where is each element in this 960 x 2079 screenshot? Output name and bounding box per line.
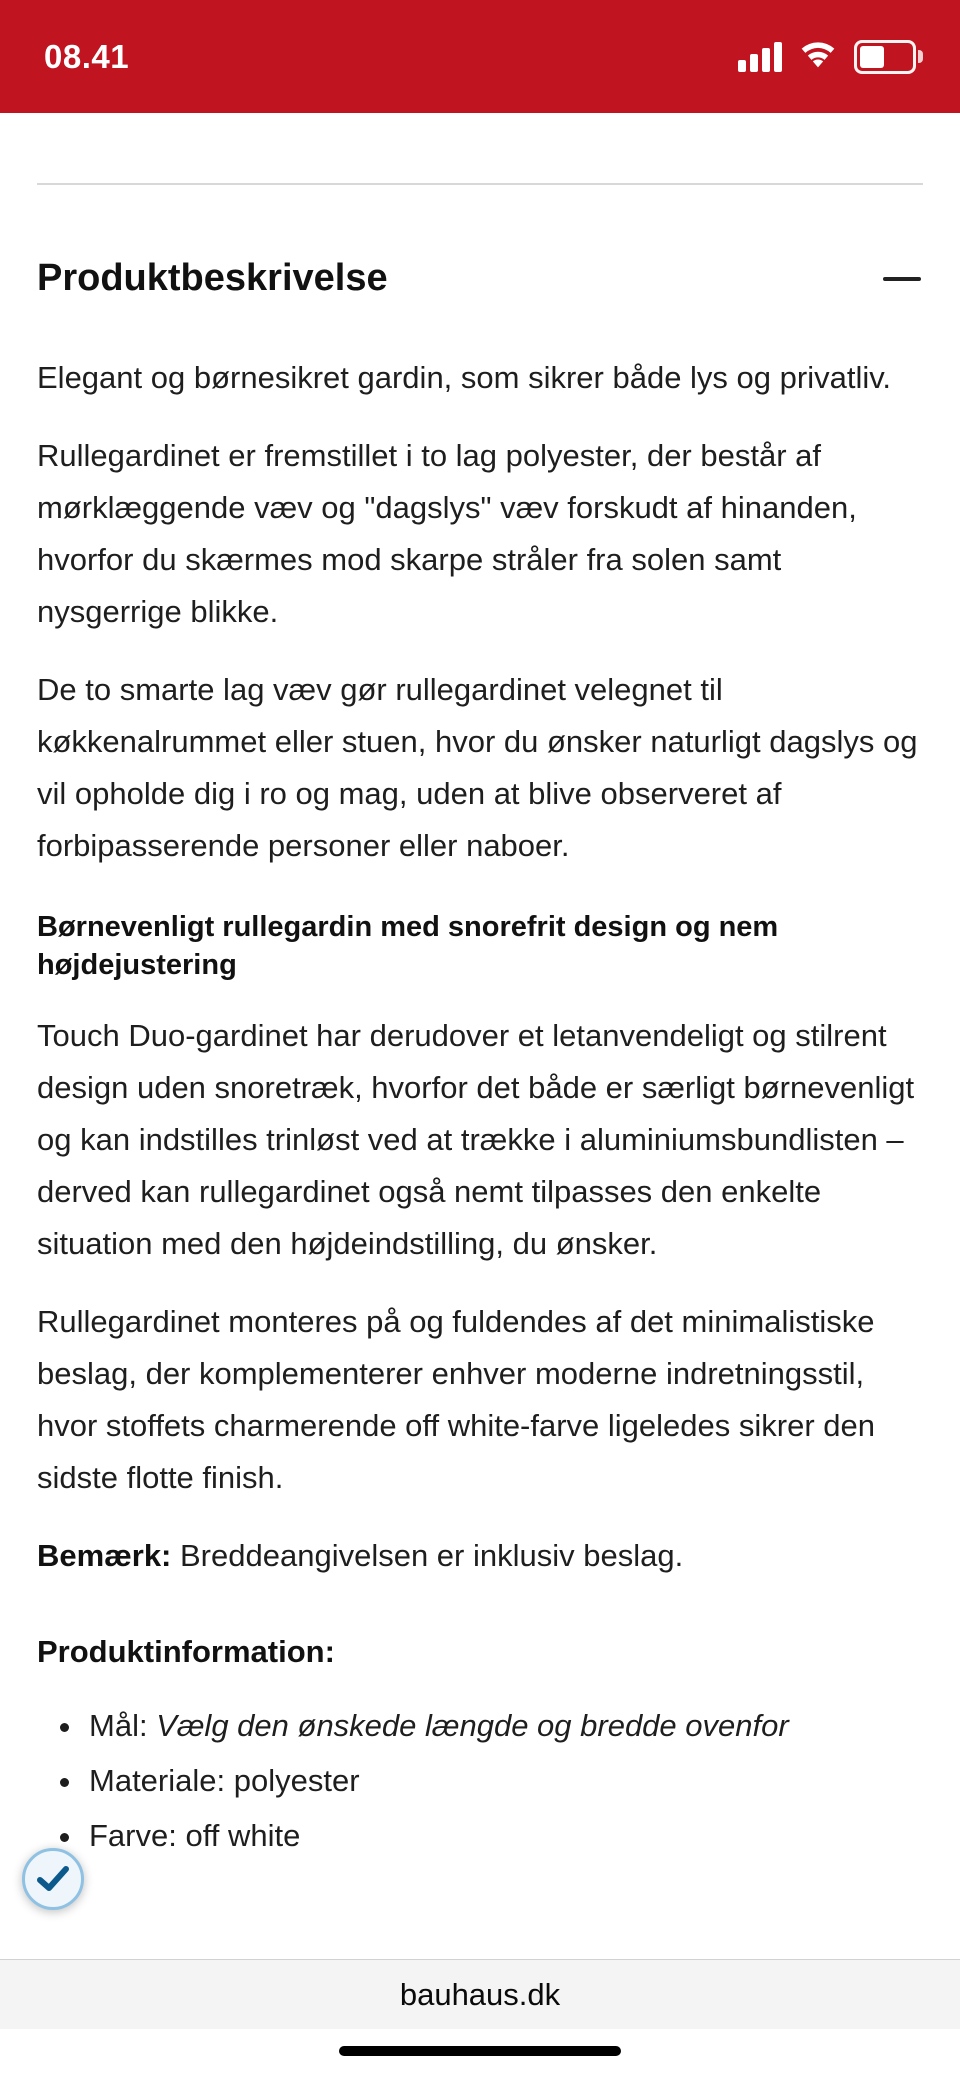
subheading: Børnevenligt rullegardin med snorefrit design og nem højdejustering: [37, 911, 779, 981]
wifi-icon: [798, 39, 838, 74]
note-label: Bemærk:: [37, 1538, 172, 1573]
home-area: [0, 2029, 960, 2079]
bullet-label: Mål:: [89, 1708, 157, 1743]
battery-nub: [918, 50, 923, 63]
note-text: Breddeangivelsen er inklusiv beslag.: [171, 1538, 684, 1573]
product-info-list: [37, 1700, 923, 1862]
browser-bottom-chrome: [0, 1959, 960, 2079]
status-bar: [0, 0, 960, 113]
note-paragraph: [37, 1530, 923, 1582]
list-item: [85, 1810, 923, 1862]
status-icons: [738, 39, 916, 74]
minus-icon: [883, 277, 921, 281]
product-description-section: [0, 183, 960, 1862]
home-indicator[interactable]: [339, 2046, 621, 2056]
browser-url-bar[interactable]: [0, 1959, 960, 2029]
bullet-value: polyester: [233, 1763, 360, 1798]
section-divider: [37, 183, 923, 185]
check-badge-icon[interactable]: [22, 1848, 84, 1910]
cellular-signal-icon: [738, 42, 782, 72]
list-item: [85, 1755, 923, 1807]
section-title: Produktbeskrivelse: [37, 257, 388, 299]
bullet-label: Materiale:: [89, 1763, 234, 1798]
battery-icon: [854, 40, 916, 74]
list-item: [85, 1700, 923, 1752]
collapse-section-button[interactable]: [881, 265, 923, 293]
product-info-title: Produktinformation:: [37, 1634, 335, 1669]
browser-url-text: bauhaus.dk: [399, 1976, 561, 2012]
battery-level: [860, 46, 884, 68]
paragraph-2: Rullegardinet er fremstillet i to lag polyester, der består af mørklæggende væv og "dagslys" væv forskudt af hinanden, hvorfor du skærmes mod skarpe stråler fra solen samt nysgerrige blikke.: [37, 438, 857, 629]
paragraph-3: De to smarte lag væv gør rullegardinet velegnet til køkkenalrummet eller stuen, hvor du ønsker naturligt dagslys og vil opholde dig i ro og mag, uden at blive observeret af forbipasserende personer eller naboer.: [37, 672, 918, 863]
bullet-value: off white: [185, 1818, 301, 1853]
bullet-value: Vælg den ønskede længde og bredde ovenfor: [156, 1708, 789, 1743]
status-time: 08.41: [44, 37, 130, 75]
bullet-label: Farve:: [89, 1818, 186, 1853]
paragraph-5: Rullegardinet monteres på og fuldendes af det minimalistiske beslag, der komplementerer enhver moderne indretningsstil, hvor stoffets charmerende off white-farve ligeledes sikrer den sidste flotte finish.: [37, 1304, 875, 1495]
paragraph-4: Touch Duo-gardinet har derudover et letanvendeligt og stilrent design uden snoretræk, hvorfor det både er særligt børnevenligt og kan indstilles trinløst ved at trække i aluminiumsbundlisten – derved kan rullegardinet også nemt tilpasses den enkelte situation med den højdeindstilling, du ønsker.: [37, 1018, 915, 1261]
paragraph-1: Elegant og børnesikret gardin, som sikrer både lys og privatliv.: [37, 360, 892, 395]
section-header: [37, 257, 923, 300]
